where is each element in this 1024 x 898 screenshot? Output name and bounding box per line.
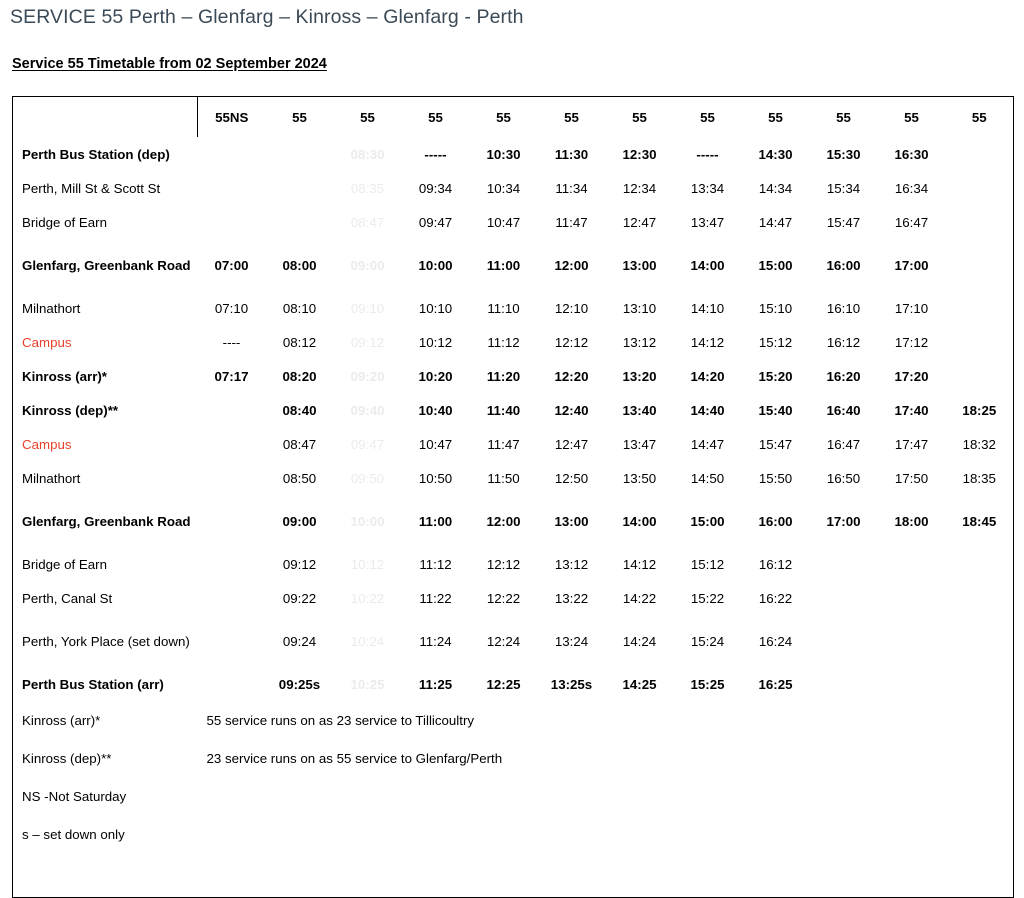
time-cell: 10:30 <box>486 146 521 162</box>
time-cell: 11:12 <box>419 556 452 572</box>
time-cell: 11:10 <box>487 300 520 316</box>
time-cell: 08:00 <box>282 257 317 273</box>
time-cell: 13:22 <box>554 590 589 606</box>
stop-name: Glenfarg, Greenbank Road <box>22 257 191 273</box>
time-cell: 11:22 <box>419 590 452 606</box>
time-cell <box>946 205 1014 239</box>
time-cell: 16:25 <box>758 676 793 692</box>
time-cell <box>266 137 334 171</box>
time-cell <box>946 291 1014 325</box>
table-row <box>13 461 1014 495</box>
time-cell: 14:50 <box>690 470 725 486</box>
time-cell: 17:20 <box>894 368 929 384</box>
table-row <box>13 171 1014 205</box>
time-cell: 12:34 <box>622 180 657 196</box>
time-cell: 16:12 <box>826 334 861 350</box>
time-cell: ----- <box>424 146 447 162</box>
time-cell: 09:00 <box>350 257 385 273</box>
table-row <box>13 291 1014 325</box>
table-row <box>13 205 1014 239</box>
time-cell: 08:10 <box>282 300 317 316</box>
time-cell: 08:30 <box>350 146 385 162</box>
time-cell: 15:40 <box>758 402 793 418</box>
time-cell: 16:50 <box>826 470 861 486</box>
time-cell: 07:00 <box>214 257 249 273</box>
stop-name: Bridge of Earn <box>22 556 108 572</box>
timetable-container <box>12 96 1008 898</box>
time-cell: ----- <box>696 146 719 162</box>
stop-name: Perth, York Place (set down) <box>22 633 190 649</box>
stop-name: Perth, Canal St <box>22 590 113 606</box>
time-cell <box>878 581 946 615</box>
time-cell: 15:24 <box>690 633 725 649</box>
time-cell: 17:00 <box>894 257 929 273</box>
time-cell <box>946 615 1014 667</box>
time-cell: 14:12 <box>690 334 725 350</box>
header-service-4: 55 <box>428 109 443 125</box>
time-cell: 14:47 <box>690 436 725 452</box>
time-cell <box>198 461 266 495</box>
time-cell: 16:00 <box>826 257 861 273</box>
time-cell: 16:00 <box>758 513 793 529</box>
time-cell: 15:30 <box>826 146 861 162</box>
time-cell: 15:34 <box>826 180 861 196</box>
time-cell: 14:34 <box>758 180 793 196</box>
time-cell <box>946 547 1014 581</box>
time-cell: 11:12 <box>487 334 520 350</box>
time-cell <box>810 547 878 581</box>
time-cell: 10:12 <box>350 556 385 572</box>
time-cell: 11:00 <box>418 513 453 529</box>
time-cell <box>946 137 1014 171</box>
time-cell <box>198 393 266 427</box>
timetable-body <box>13 137 1014 701</box>
table-row <box>13 495 1014 547</box>
time-cell: 14:40 <box>690 402 725 418</box>
time-cell: 17:47 <box>894 436 929 452</box>
time-cell: 16:20 <box>826 368 861 384</box>
header-service-5: 55 <box>496 109 511 125</box>
time-cell: 11:25 <box>418 676 453 692</box>
time-cell: 08:40 <box>282 402 317 418</box>
time-cell: 12:24 <box>486 633 521 649</box>
time-cell: 17:12 <box>894 334 929 350</box>
time-cell <box>198 667 266 701</box>
time-cell: 16:47 <box>894 214 929 230</box>
time-cell <box>266 205 334 239</box>
time-cell: 15:47 <box>758 436 793 452</box>
time-cell: 14:24 <box>622 633 657 649</box>
time-cell: 10:47 <box>418 436 453 452</box>
timetable-header <box>13 97 1014 138</box>
stop-name: Kinross (dep)** <box>22 402 119 418</box>
time-cell: 09:20 <box>350 368 385 384</box>
table-row <box>13 393 1014 427</box>
time-cell: 09:22 <box>282 590 317 606</box>
note-label: NS -Not Saturday <box>22 788 127 804</box>
stop-name: Perth Bus Station (arr) <box>22 676 164 692</box>
time-cell <box>198 205 266 239</box>
header-stop-column <box>13 97 198 138</box>
time-cell: 11:40 <box>486 402 521 418</box>
time-cell: 12:30 <box>622 146 657 162</box>
time-cell: 07:10 <box>214 300 249 316</box>
stop-name: Milnathort <box>22 300 81 316</box>
note-spacer-row <box>13 853 1014 898</box>
time-cell: 13:10 <box>622 300 657 316</box>
note-spacer-left <box>13 853 198 898</box>
time-cell: 16:34 <box>894 180 929 196</box>
header-service-8: 55 <box>700 109 715 125</box>
time-cell: 13:50 <box>622 470 657 486</box>
note-spacer-right <box>198 853 1014 898</box>
time-cell: 15:00 <box>758 257 793 273</box>
time-cell: 13:47 <box>622 436 657 452</box>
time-cell: 16:12 <box>758 556 793 572</box>
time-cell <box>810 615 878 667</box>
time-cell: 11:47 <box>487 436 520 452</box>
time-cell <box>946 171 1014 205</box>
time-cell: 10:00 <box>418 257 453 273</box>
time-cell: 11:00 <box>486 257 521 273</box>
service-55-timetable <box>12 96 1014 898</box>
time-cell: 10:10 <box>418 300 453 316</box>
header-service-10: 55 <box>836 109 851 125</box>
time-cell <box>198 495 266 547</box>
time-cell <box>810 667 878 701</box>
time-cell: 07:17 <box>214 368 249 384</box>
time-cell: 10:47 <box>486 214 521 230</box>
header-service-12: 55 <box>971 109 987 125</box>
time-cell: 08:20 <box>282 368 317 384</box>
time-cell: 18:45 <box>962 513 997 529</box>
time-cell: 10:12 <box>418 334 453 350</box>
time-cell: 09:47 <box>418 214 453 230</box>
time-cell: 13:40 <box>622 402 657 418</box>
note-row <box>13 701 1014 739</box>
time-cell: 14:47 <box>758 214 793 230</box>
time-cell <box>266 171 334 205</box>
time-cell: 15:50 <box>758 470 793 486</box>
time-cell: 13:47 <box>690 214 725 230</box>
time-cell: 12:47 <box>622 214 657 230</box>
time-cell <box>878 615 946 667</box>
time-cell: 15:47 <box>826 214 861 230</box>
time-cell: 15:00 <box>690 513 725 529</box>
time-cell <box>878 667 946 701</box>
time-cell: 09:40 <box>350 402 385 418</box>
time-cell: 10:50 <box>418 470 453 486</box>
page-title: SERVICE 55 Perth – Glenfarg – Kinross – Glenfarg - Perth <box>10 6 524 28</box>
time-cell: 09:10 <box>350 300 385 316</box>
time-cell: 11:34 <box>555 180 588 196</box>
time-cell: 08:35 <box>350 180 385 196</box>
stop-name: Bridge of Earn <box>22 214 108 230</box>
time-cell: 11:30 <box>554 146 589 162</box>
time-cell: 18:35 <box>962 470 996 486</box>
time-cell: 14:00 <box>622 513 657 529</box>
time-cell: 10:00 <box>350 513 385 529</box>
time-cell: 08:50 <box>282 470 317 486</box>
time-cell: 13:34 <box>690 180 725 196</box>
table-row <box>13 581 1014 615</box>
stop-name: Campus <box>22 334 72 350</box>
time-cell: 12:20 <box>554 368 589 384</box>
time-cell: 12:40 <box>554 402 589 418</box>
time-cell: 12:25 <box>486 676 521 692</box>
note-row <box>13 815 1014 853</box>
time-cell: 08:12 <box>282 334 317 350</box>
header-service-3: 55 <box>360 109 375 125</box>
time-cell: 18:25 <box>962 402 997 418</box>
time-cell <box>198 427 266 461</box>
timetable-notes <box>13 701 1014 898</box>
note-text: 55 service runs on as 23 service to Tillicoultry <box>206 712 475 728</box>
time-cell: 12:10 <box>554 300 589 316</box>
time-cell: 14:20 <box>690 368 725 384</box>
time-cell: 09:47 <box>350 436 385 452</box>
note-label: Kinross (arr)* <box>22 712 101 728</box>
time-cell: 15:22 <box>690 590 725 606</box>
time-cell: 11:24 <box>419 633 452 649</box>
header-service-2: 55 <box>292 109 307 125</box>
time-cell: 17:10 <box>894 300 929 316</box>
time-cell: 13:12 <box>622 334 657 350</box>
header-service-11: 55 <box>904 109 919 125</box>
table-row <box>13 359 1014 393</box>
header-service-7: 55 <box>632 109 647 125</box>
time-cell: 10:34 <box>486 180 521 196</box>
time-cell <box>878 547 946 581</box>
time-cell: 09:34 <box>418 180 453 196</box>
note-label: s – set down only <box>22 826 125 842</box>
time-cell: 13:24 <box>554 633 589 649</box>
time-cell: 09:00 <box>282 513 317 529</box>
header-row <box>13 97 1014 138</box>
table-row <box>13 615 1014 667</box>
time-cell: 15:25 <box>690 676 725 692</box>
time-cell: 16:47 <box>826 436 861 452</box>
stop-name: Campus <box>22 436 72 452</box>
time-cell: 12:12 <box>554 334 589 350</box>
table-row <box>13 547 1014 581</box>
time-cell: 13:00 <box>622 257 657 273</box>
time-cell <box>198 581 266 615</box>
header-service-6: 55 <box>564 109 579 125</box>
time-cell: 15:12 <box>758 334 793 350</box>
time-cell: 12:47 <box>554 436 589 452</box>
table-row <box>13 239 1014 291</box>
time-cell <box>198 137 266 171</box>
time-cell <box>946 359 1014 393</box>
time-cell: 12:00 <box>554 257 589 273</box>
note-row <box>13 739 1014 777</box>
time-cell: 12:22 <box>486 590 521 606</box>
time-cell: 09:12 <box>282 556 317 572</box>
time-cell: 09:50 <box>350 470 385 486</box>
note-text: 23 service runs on as 55 service to Glenfarg/Perth <box>206 750 503 766</box>
time-cell: 14:30 <box>758 146 793 162</box>
note-row <box>13 777 1014 815</box>
time-cell: 10:22 <box>350 590 385 606</box>
stop-name: Glenfarg, Greenbank Road <box>22 513 191 529</box>
time-cell: 17:40 <box>894 402 929 418</box>
stop-name: Milnathort <box>22 470 81 486</box>
time-cell: 16:30 <box>894 146 929 162</box>
time-cell: 13:12 <box>554 556 589 572</box>
time-cell: 18:32 <box>962 436 996 452</box>
page-subtitle: Service 55 Timetable from 02 September 2024 <box>12 56 327 72</box>
note-text <box>198 815 1014 853</box>
header-service-1: 55NS <box>215 109 249 125</box>
time-cell: 10:20 <box>418 368 453 384</box>
note-label: Kinross (dep)** <box>22 750 112 766</box>
time-cell: 16:24 <box>758 633 793 649</box>
time-cell: 09:25s <box>278 676 321 692</box>
time-cell: 18:00 <box>894 513 929 529</box>
time-cell: 08:47 <box>350 214 385 230</box>
time-cell: 16:22 <box>758 590 793 606</box>
time-cell: 14:00 <box>690 257 725 273</box>
time-cell: 13:00 <box>554 513 589 529</box>
time-cell: 14:22 <box>622 590 657 606</box>
time-cell: 14:12 <box>622 556 657 572</box>
time-cell: 15:20 <box>758 368 793 384</box>
time-cell: 14:10 <box>690 300 725 316</box>
time-cell: 16:40 <box>826 402 861 418</box>
time-cell: 12:12 <box>486 556 521 572</box>
time-cell: 08:47 <box>282 436 317 452</box>
time-cell: 13:25s <box>550 676 593 692</box>
stop-name: Perth, Mill St & Scott St <box>22 180 161 196</box>
stop-name: Perth Bus Station (dep) <box>22 146 170 162</box>
time-cell: 11:47 <box>555 214 588 230</box>
time-cell: 15:12 <box>690 556 725 572</box>
time-cell <box>198 615 266 667</box>
time-cell: 09:12 <box>350 334 385 350</box>
time-cell: 14:25 <box>622 676 657 692</box>
time-cell <box>946 581 1014 615</box>
time-cell: 10:24 <box>350 633 385 649</box>
time-cell: 11:20 <box>486 368 521 384</box>
time-cell: 13:20 <box>622 368 657 384</box>
header-service-9: 55 <box>768 109 783 125</box>
note-text <box>198 777 1014 815</box>
stop-name: Kinross (arr)* <box>22 368 107 384</box>
time-cell <box>946 667 1014 701</box>
time-cell: 12:50 <box>554 470 589 486</box>
time-cell: ---- <box>222 334 241 350</box>
time-cell <box>810 581 878 615</box>
time-cell: 11:50 <box>487 470 520 486</box>
time-cell: 15:10 <box>758 300 793 316</box>
table-row <box>13 325 1014 359</box>
time-cell: 16:10 <box>826 300 861 316</box>
time-cell: 10:40 <box>418 402 453 418</box>
table-row <box>13 137 1014 171</box>
time-cell <box>946 239 1014 291</box>
time-cell: 17:50 <box>894 470 929 486</box>
time-cell <box>198 171 266 205</box>
time-cell: 12:00 <box>486 513 521 529</box>
table-row <box>13 667 1014 701</box>
time-cell: 10:25 <box>350 676 385 692</box>
time-cell: 17:00 <box>826 513 861 529</box>
table-row <box>13 427 1014 461</box>
time-cell: 09:24 <box>282 633 317 649</box>
time-cell <box>198 547 266 581</box>
time-cell <box>946 325 1014 359</box>
